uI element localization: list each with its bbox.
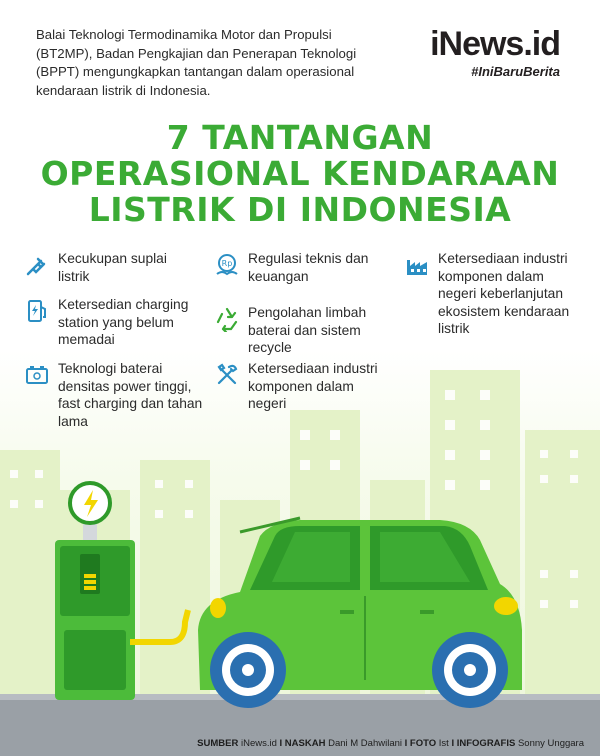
title-line-3: LISTRIK DI INDONESIA — [88, 190, 512, 229]
separator: I — [451, 738, 455, 749]
logo-name: iNews.id — [430, 25, 560, 63]
list-item — [214, 304, 394, 357]
separator: I — [404, 738, 408, 749]
recycle-icon — [214, 306, 240, 332]
source-value: iNews.id — [240, 738, 277, 749]
rupiah-coin-icon — [214, 252, 240, 278]
title-line-2: OPERASIONAL KENDARAAN — [40, 154, 560, 193]
tools-icon — [214, 362, 240, 388]
credits-footer — [0, 732, 600, 756]
logo-tagline: #IniBaruBerita — [471, 64, 560, 79]
writer-label: NASKAH — [284, 738, 326, 749]
photo-value: Ist — [438, 738, 449, 749]
list-item — [24, 250, 199, 285]
list-item — [214, 360, 394, 413]
infographic-value: Sonny Unggara — [517, 738, 584, 749]
svg-text:Rp: Rp — [221, 259, 233, 268]
charging-station-icon — [24, 298, 50, 324]
list-item-label: Ketersedian charging station yang belum memadai — [58, 297, 189, 347]
separator: I — [279, 738, 283, 749]
page-title — [0, 120, 600, 228]
list-item-label: Kecukupan suplai listrik — [58, 251, 167, 284]
list-item-label: Ketersediaan industri komponen dalam negeri keberlanjutan ekosistem kendaraan listrik — [438, 251, 570, 336]
infographic-label: INFOGRAFIS — [456, 738, 516, 749]
photo-label: FOTO — [409, 738, 437, 749]
list-item-label: Regulasi teknis dan keuangan — [248, 251, 369, 284]
source-label: SUMBER — [197, 738, 239, 749]
intro-paragraph: Balai Teknologi Termodinamika Motor dan Propulsi (BT2MP), Badan Pengkajian dan Penerapan Teknologi (BPPT) mengungkapkan tantangan dalam operasional kendaraan listrik di Indonesia. — [36, 27, 357, 98]
list-item — [24, 296, 209, 349]
battery-icon — [24, 362, 50, 388]
plug-icon — [24, 252, 50, 278]
list-item-label: Ketersediaan industri komponen dalam negeri — [248, 361, 378, 411]
inews-logo — [430, 26, 560, 79]
list-item-label: Teknologi baterai densitas power tinggi, fast charging dan tahan lama — [58, 361, 203, 429]
writer-value: Dani M Dahwilani — [328, 738, 402, 749]
list-item — [214, 250, 394, 285]
list-item — [404, 250, 584, 338]
title-line-1: 7 TANTANGAN — [166, 118, 434, 157]
list-item — [24, 360, 209, 430]
factory-icon — [404, 252, 430, 278]
list-item-label: Pengolahan limbah baterai dan sistem recycle — [248, 305, 367, 355]
